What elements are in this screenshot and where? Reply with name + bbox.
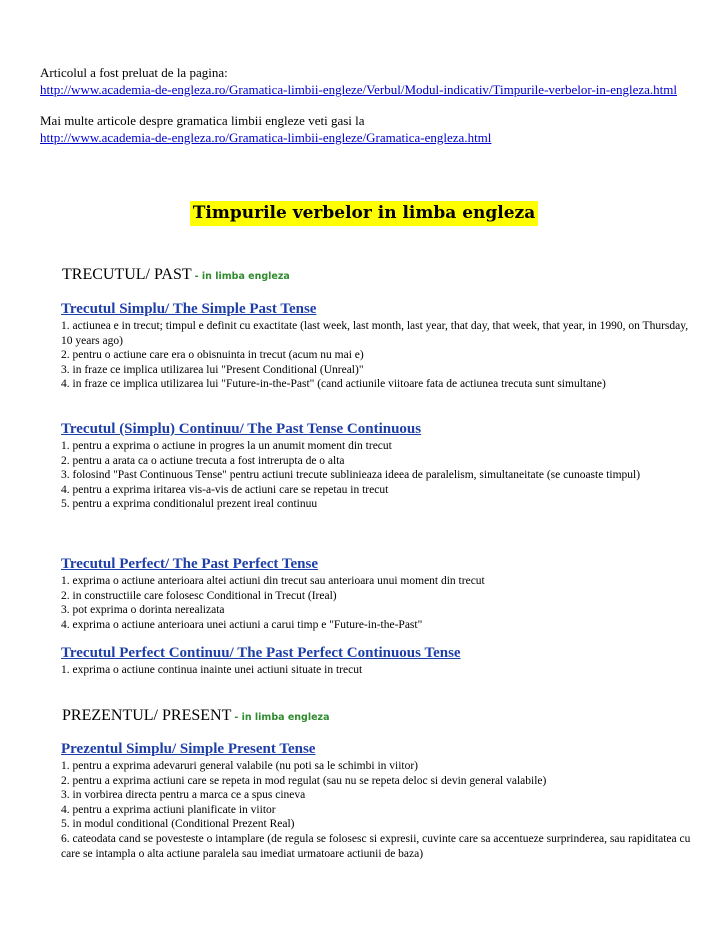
list-item: 3. pot exprima o dorinta nerealizata <box>61 604 225 617</box>
past-continuous-title[interactable]: Trecutul (Simplu) Continuu/ The Past Tense Continuous <box>61 421 422 437</box>
list-item: 1. exprima o actiune anterioara altei actiuni din trecut sau anterioara unui moment din trecut <box>61 575 485 587</box>
list-item: 4. exprima o actiune anterioara unei actiuni a carui timp e "Future-in-the-Past" <box>61 618 423 631</box>
list-item: 1. pentru a exprima o actiune in progres la un anumit moment din trecut <box>61 440 392 452</box>
more-articles-link[interactable]: http://www.academia-de-engleza.ro/Gramatica-limbii-engleze/Gramatica-engleza.html <box>40 130 492 145</box>
list-item: 2. in constructiile care folosesc Conditional in Trecut (Ireal) <box>61 589 337 602</box>
list-item: 1. actiunea e in trecut; timpul e definit cu exactitate (last week, last month, last year, that day, that week, that year, in 1990, on Thursday, 10 years ago) <box>61 320 689 347</box>
present-simple-title[interactable]: Prezentul Simplu/ Simple Present Tense <box>61 741 316 757</box>
list-item: 5. pentru a exprima conditionalul prezent ireal continuu <box>61 498 318 511</box>
past-perfect-continuous-title[interactable]: Trecutul Perfect Continuu/ The Past Perfect Continuous Tense <box>61 645 461 661</box>
list-item: 4. pentru a exprima iritarea vis-a-vis de actiuni care se repetau in trecut <box>61 483 389 496</box>
source-intro: Articolul a fost preluat de la pagina: <box>40 65 228 80</box>
past-simple-block <box>61 299 691 392</box>
present-simple-block <box>61 739 691 861</box>
past-simple-title[interactable]: Trecutul Simplu/ The Simple Past Tense <box>61 301 317 317</box>
list-item: 3. in fraze ce implica utilizarea lui "Present Conditional (Unreal)" <box>61 363 364 376</box>
past-perfect-continuous-list <box>61 663 691 678</box>
past-perfect-title[interactable]: Trecutul Perfect/ The Past Perfect Tense <box>61 556 319 572</box>
past-perfect-block <box>61 554 691 632</box>
list-item: 1. exprima o actiune continua inainte unei actiuni situate in trecut <box>61 664 363 676</box>
list-item: 3. folosind "Past Continuous Tense" pentru actiuni trecute sublinieaza ideea de paralelism, simultaneitate (se cunoaste timpul) <box>61 469 641 482</box>
past-perfect-continuous-block <box>61 643 691 678</box>
list-item: 5. in modul conditional (Conditional Prezent Real) <box>61 818 295 831</box>
list-item: 4. pentru a exprima actiuni planificate in viitor <box>61 803 276 816</box>
present-heading: PREZENTUL/ PRESENT <box>62 707 232 724</box>
list-item: 3. in vorbirea directa pentru a marca ce a spus cineva <box>61 789 306 802</box>
title-wrap <box>0 201 728 226</box>
past-subtitle: - in limba engleza <box>194 271 290 282</box>
list-item: 2. pentru a arata ca o actiune trecuta a fost intrerupta de o alta <box>61 454 345 467</box>
past-heading: TRECUTUL/ PAST <box>62 266 192 283</box>
section-past-title <box>62 266 290 284</box>
page-title: Timpurile verbelor in limba engleza <box>190 201 538 226</box>
list-item: 1. pentru a exprima adevaruri general valabile (nu poti sa le schimbi in viitor) <box>61 760 419 772</box>
list-item: 2. pentru a exprima actiuni care se repeta in mod regulat (sau nu se repeta deloc si devin general valabile) <box>61 774 547 787</box>
section-present-title <box>62 707 330 725</box>
more-articles-text: Mai multe articole despre gramatica limbii engleze veti gasi la <box>40 113 365 128</box>
present-simple-list <box>61 759 691 861</box>
past-continuous-list <box>61 439 691 512</box>
list-item: 2. pentru o actiune care era o obisnuinta in trecut (acum nu mai e) <box>61 349 364 362</box>
source-link[interactable]: http://www.academia-de-engleza.ro/Gramatica-limbii-engleze/Verbul/Modul-indicativ/Timpurile-verbelor-in-engleza.html <box>40 82 677 97</box>
past-perfect-list <box>61 574 691 632</box>
list-item: 6. cateodata cand se povesteste o intamplare (de regula se folosesc si expresii, cuvinte care sa accentueze surprinderea, sau rapiditatea cu care se intampla o alta actiune paralela sau imediat urmatoare actiunii de baza) <box>61 832 691 860</box>
more-articles-paragraph <box>40 112 690 146</box>
source-info <box>40 64 690 146</box>
list-item: 4. in fraze ce implica utilizarea lui "Future-in-the-Past" (cand actiunile viitoare fata de actiunea trecuta sunt simultane) <box>61 378 606 391</box>
source-paragraph <box>40 64 690 98</box>
present-subtitle: - in limba engleza <box>234 712 330 723</box>
past-simple-list <box>61 319 691 392</box>
past-continuous-block <box>61 419 691 512</box>
